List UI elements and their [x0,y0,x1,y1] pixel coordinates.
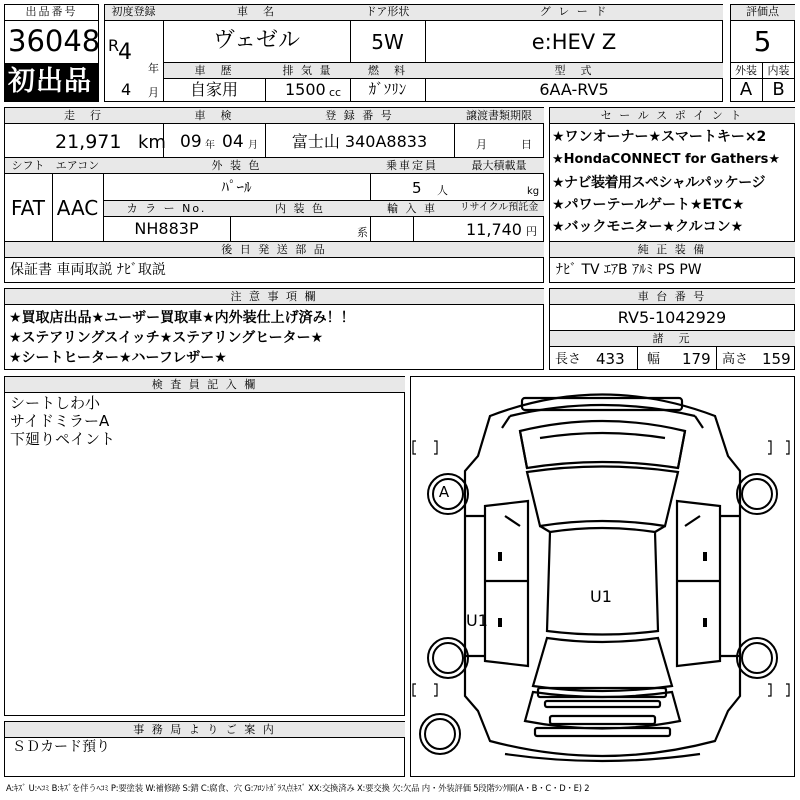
reg-year: 4 [118,40,132,65]
length: 433 [596,350,625,368]
inspection-month: 04 [222,132,244,152]
first-reg-label: 初度登録 [111,5,156,18]
recycle-unit: 円 [526,225,537,238]
notes-line-3: ★シートヒーター★ハーフレザー★ [9,350,227,366]
import-label: 輸 入 車 [387,202,437,215]
height-label: 高さ [722,352,749,367]
exterior-label: 外装 [735,64,757,77]
inspector-line-3: 下廻りペイント [10,430,116,448]
inspection-month-unit: 月 [248,140,258,151]
displacement-label: 排 気 量 [282,64,333,77]
inspection-year-unit: 年 [205,140,215,151]
office-label: 事 務 局 よ り ご 案 内 [133,723,276,736]
sales-line-2: ★HondaCONNECT for Gathers★ [552,152,781,167]
legend: A:ｷｽﾞ U:ﾍｺﾐ B:ｷｽﾞを伴うﾍｺﾐ P:要塗装 W:補修跡 S:錆 C:腐食、穴 G:ﾌﾛﾝﾄｶﾞﾗｽ点ｷｽﾞ XX:交換済み X:要交換 欠:欠品 内・外装評価 5段階ﾗﾝｸ順(A・B・C・D・E) 2 [6,783,590,793]
inspection-label: 車 検 [194,109,234,122]
car-name-label: 車 名 [237,5,276,18]
shift: FAT [10,196,45,220]
recycle-amount: 11,740 [466,220,522,239]
era: R [108,36,120,55]
reg-number: 富士山 340A8833 [291,132,428,151]
length-label: 長さ [555,352,582,367]
model-label: 型 式 [554,64,594,77]
later-parts: 保証書 車両取説 ﾅﾋﾞ取説 [10,262,166,278]
width: 179 [682,350,711,368]
damage-mark-u1-center: U1 [590,587,612,606]
windshield [527,467,678,527]
score-label: 評価点 [746,5,779,18]
fuel-label: 燃 料 [368,64,407,77]
shift-label: シフト [11,159,45,172]
damage-mark-a: A [438,483,450,501]
displacement: 1500 [285,80,326,99]
color: ﾊﾟｰﾙ [221,178,252,196]
interior-label: 内装 [767,64,790,77]
lot-label: 出品番号 [25,5,78,18]
fuel: ｶﾞｿﾘﾝ [368,80,407,98]
car-name: ヴェゼル [212,28,301,53]
later-parts-label: 後 日 発 送 部 品 [221,243,327,256]
left-doors [485,501,528,666]
inspector-line-2: サイドミラーA [10,412,110,430]
color-no-label: カ ラ ー No. [126,202,207,215]
right-doors [677,501,720,666]
width-label: 幅 [647,352,661,367]
notes-line-1: ★買取店出品★ユーザー買取車★内外装仕上げ済み！！ [9,310,355,326]
chassis-number: RV5-1042929 [617,308,727,327]
interior-grade: B [772,79,785,100]
sales-label: セ ー ル ス ポ イ ン ト [600,109,744,122]
reg-number-label: 登 録 番 号 [325,109,394,122]
height: 159 [762,350,791,368]
sales-line-4: ★パワーテールゲート★ETC★ [552,197,745,213]
history: 自家用 [189,80,238,99]
hood [520,421,685,468]
sales-line-5: ★バックモニター★クルコン★ [552,219,744,235]
displacement-unit: cc [329,86,342,99]
model: 6AA-RV5 [539,80,609,99]
ac: AAC [56,196,99,220]
inspection-year: 09 [180,132,202,152]
capacity: 5 [412,179,422,197]
damage-mark-u1-left: U1 [466,611,488,630]
recycle-label: リサイクル預託金 [459,202,539,213]
mileage-label: 走 行 [64,109,103,122]
notes-label: 注 意 事 項 欄 [230,290,318,303]
door-type: 5W [371,30,404,54]
capacity-unit: 人 [437,184,448,197]
deadline-day: 日 [521,138,532,151]
reg-month-unit: 月 [148,86,159,99]
rear-glass [533,638,672,691]
grade-label: グ レ ー ド [539,5,609,18]
notes-line-2: ★ステアリングスイッチ★ステアリングヒーター★ [9,330,324,346]
roof [547,528,658,635]
dims-label: 諸 元 [652,332,692,345]
lot-number: 36048 [8,24,101,58]
history-label: 車 歴 [194,64,234,77]
chassis-label: 車 台 番 号 [637,290,707,303]
int-color-unit: 系 [357,226,368,239]
first-listing-text: 初出品 [8,66,92,97]
reg-year-unit: 年 [148,62,159,75]
mileage: 21,971 [55,131,122,153]
door-label: ドア形状 [365,5,410,18]
deadline-month: 月 [476,138,487,151]
color-label: 外 装 色 [211,159,262,172]
exterior-grade: A [739,79,753,100]
int-color-label: 内 装 色 [275,202,325,215]
grade: e:HEV Z [531,30,617,54]
sales-line-1: ★ワンオーナー★スマートキー×2 [552,129,767,145]
deadline-label: 譲渡書類期限 [466,109,532,122]
equip: ﾅﾋﾞ TV ｴｱB ｱﾙﾐ PS PW [556,262,702,278]
capacity-label: 乗車定員 [386,159,438,172]
load-unit: kg [527,186,540,197]
score: 5 [753,25,772,58]
load-label: 最大積載量 [471,159,527,172]
sales-line-3: ★ナビ装着用スペシャルパッケージ [552,175,766,191]
equip-label: 純 正 装 備 [637,243,707,256]
inspector-label: 検 査 員 記 入 欄 [151,378,258,391]
mileage-unit: km [138,132,166,153]
ac-label: エアコン [55,159,100,172]
car-diagram [410,376,795,777]
reg-month: 4 [121,80,132,99]
office-text: ＳＤカード預り [12,739,110,755]
inspector-line-1: シートしわ小 [10,394,101,412]
color-no: NH883P [134,219,199,238]
